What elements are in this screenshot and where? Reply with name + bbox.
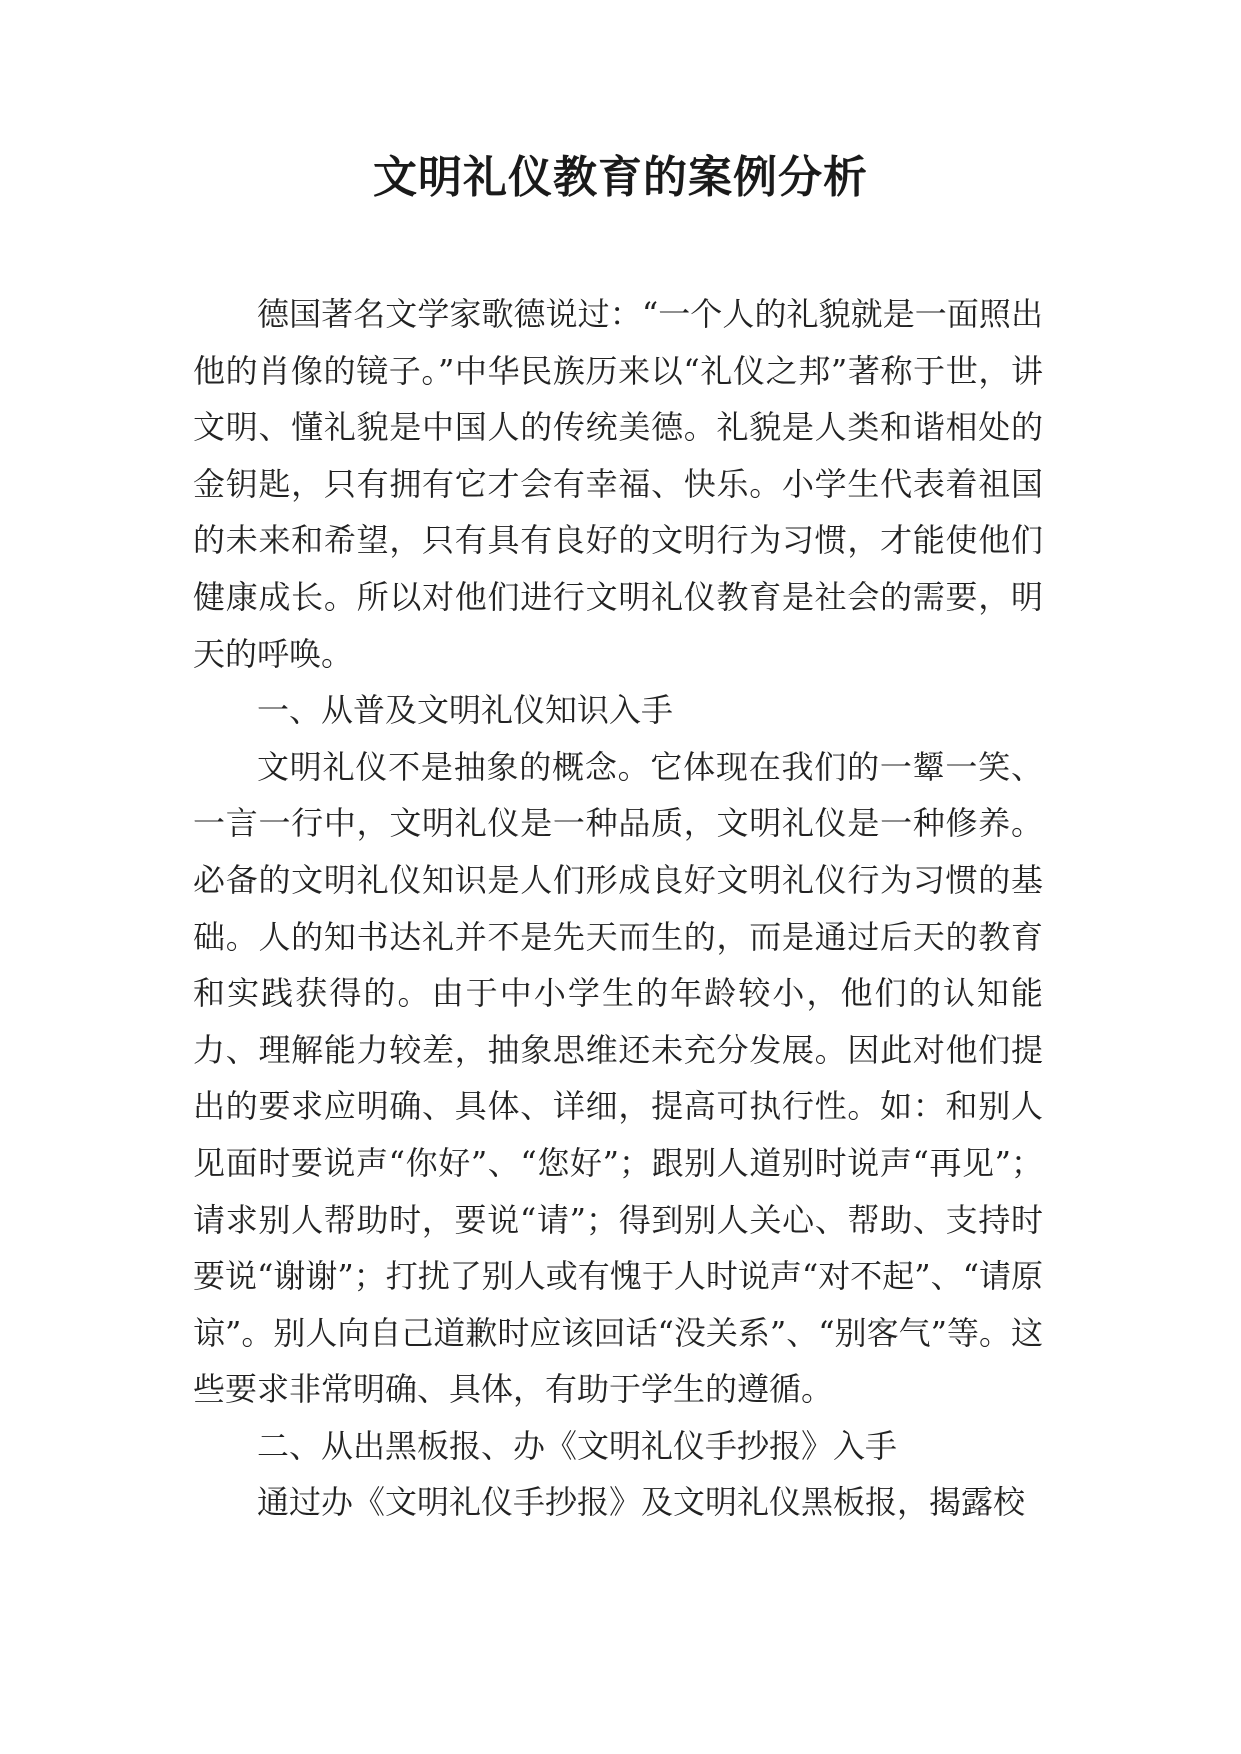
section-heading-2: 二、从出黑板报、办《文明礼仪手抄报》入手 — [257, 1426, 898, 1465]
document-body — [193, 286, 1043, 1531]
paragraph-intro: 德国著名文学家歌德说过：“一个人的礼貌就是一面照出他的肖像的镜子。”中华民族历来以“礼仪之邦”著称于世，讲文明、懂礼貌是中国人的传统美德。礼貌是人类和谐相处的金钥匙，只有拥有它才会有幸福、快乐。小学生代表着祖国的未来和希望，只有具有良好的文明行为习惯，才能使他们健康成长。所以对他们进行文明礼仪教育是社会的需要，明天的呼唤。 — [193, 295, 1043, 673]
section-heading-1: 一、从普及文明礼仪知识入手 — [257, 691, 674, 730]
paragraph-section-1: 文明礼仪不是抽象的概念。它体现在我们的一颦一笑、一言一行中，文明礼仪是一种品质，文明礼仪是一种修养。必备的文明礼仪知识是人们形成良好文明礼仪行为习惯的基础。人的知书达礼并不是先天而生的，而是通过后天的教育和实践获得的。由于中小学生的年龄较小，他们的认知能力、理解能力较差，抽象思维还未充分发展。因此对他们提出的要求应明确、具体、详细，提高可执行性。如：和别人见面时要说声“你好”、“您好”；跟别人道别时说声“再见”；请求别人帮助时，要说“请”；得到别人关心、帮助、支持时要说“谢谢”；打扰了别人或有愧于人时说声“对不起”、“请原谅”。别人向自己道歉时应该回话“没关系”、“别客气”等。这些要求非常明确、具体，有助于学生的遵循。 — [193, 747, 1043, 1409]
paragraph-section-2: 通过办《文明礼仪手抄报》及文明礼仪黑板报，揭露校 — [257, 1483, 1026, 1522]
document-title: 文明礼仪教育的案例分析 — [373, 152, 868, 203]
